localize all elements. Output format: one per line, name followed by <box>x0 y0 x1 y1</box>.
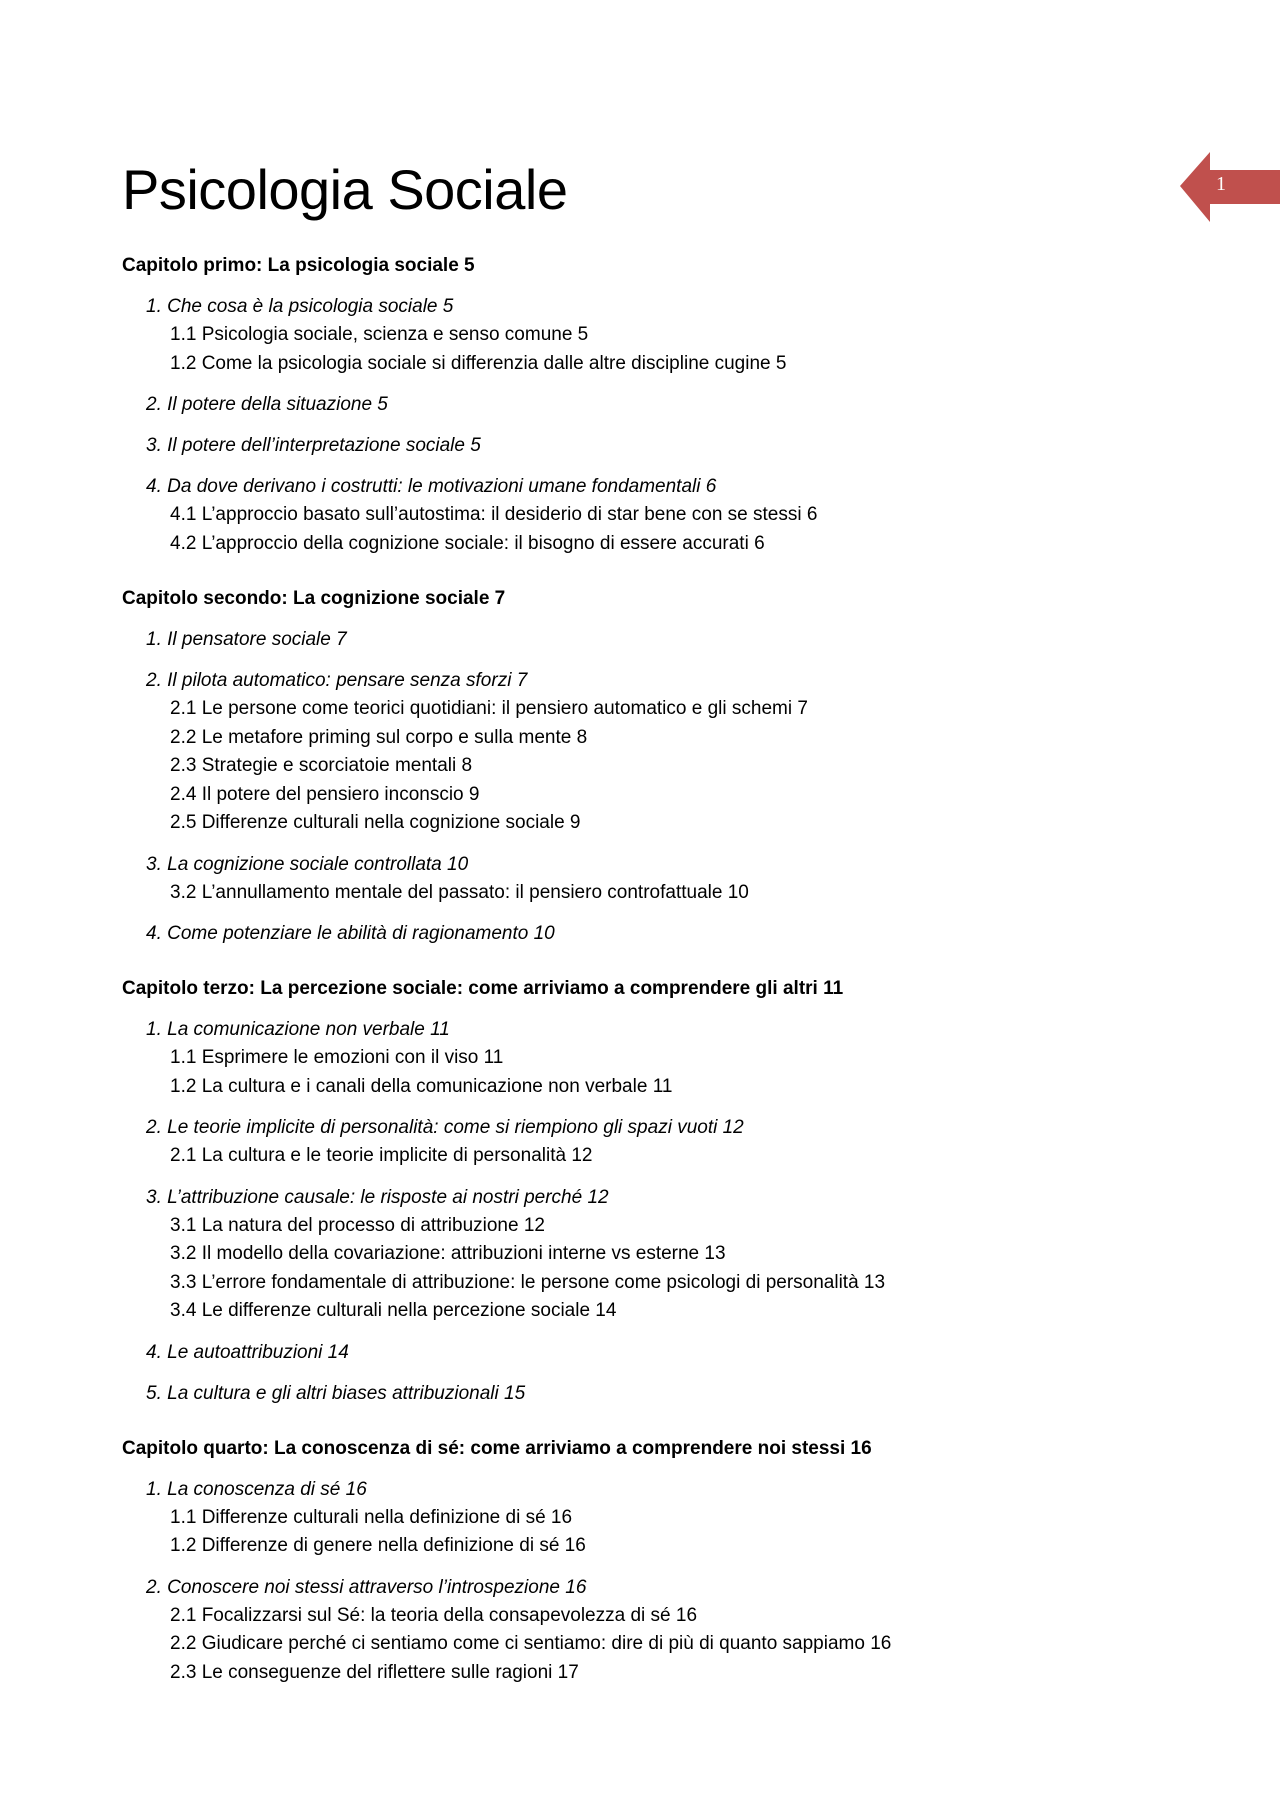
toc-subsection: 4.2 L’approccio della cognizione sociale: il bisogno di essere accurati 6 <box>170 532 765 554</box>
toc-chapter-heading: Capitolo terzo: La percezione sociale: come arriviamo a comprendere gli altri 11 <box>122 978 844 999</box>
table-of-contents <box>122 252 1202 1687</box>
toc-subsection: 3.2 Il modello della covariazione: attribuzioni interne vs esterne 13 <box>170 1243 726 1264</box>
toc-subsection: 2.1 La cultura e le teorie implicite di personalità 12 <box>170 1145 593 1166</box>
toc-section: 2. Il potere della situazione 5 <box>146 394 388 415</box>
toc-section: 1. Che cosa è la psicologia sociale 5 <box>146 296 454 317</box>
toc-section: 3. L’attribuzione causale: le risposte ai nostri perché 12 <box>146 1186 609 1208</box>
toc-subsection: 2.2 Le metafore priming sul corpo e sulla mente 8 <box>170 726 588 748</box>
toc-subsection: 4.1 L’approccio basato sull’autostima: il desiderio di star bene con se stessi 6 <box>170 504 818 525</box>
toc-section: 5. La cultura e gli altri biases attribuzionali 15 <box>146 1382 526 1404</box>
toc-subsection: 1.2 Come la psicologia sociale si differenzia dalle altre discipline cugine 5 <box>170 352 787 374</box>
toc-section: 2. Le teorie implicite di personalità: come si riempiono gli spazi vuoti 12 <box>146 1117 744 1138</box>
toc-section: 3. Il potere dell’interpretazione sociale 5 <box>146 435 481 456</box>
toc-subsection: 1.2 Differenze di genere nella definizione di sé 16 <box>170 1535 586 1556</box>
toc-subsection: 2.5 Differenze culturali nella cognizione sociale 9 <box>170 812 581 833</box>
toc-subsection: 1.1 Differenze culturali nella definizione di sé 16 <box>170 1506 573 1528</box>
toc-subsection: 2.4 Il potere del pensiero inconscio 9 <box>170 783 480 805</box>
toc-subsection: 2.3 Strategie e scorciatoie mentali 8 <box>170 755 473 776</box>
toc-subsection: 3.2 L’annullamento mentale del passato: il pensiero controfattuale 10 <box>170 881 749 903</box>
toc-section: 1. Il pensatore sociale 7 <box>146 629 347 650</box>
page-title: Psicologia Sociale <box>122 158 568 221</box>
toc-section: 4. Come potenziare le abilità di ragionamento 10 <box>146 923 555 944</box>
toc-chapter-heading: Capitolo primo: La psicologia sociale 5 <box>122 255 475 276</box>
toc-subsection: 2.1 Le persone come teorici quotidiani: il pensiero automatico e gli schemi 7 <box>170 698 808 719</box>
page-number: 1 <box>1216 173 1226 195</box>
toc-subsection: 1.2 La cultura e i canali della comunicazione non verbale 11 <box>170 1075 673 1097</box>
toc-section: 1. La comunicazione non verbale 11 <box>146 1019 450 1040</box>
toc-subsection: 2.1 Focalizzarsi sul Sé: la teoria della consapevolezza di sé 16 <box>170 1604 698 1626</box>
toc-chapter-heading: Capitolo quarto: La conoscenza di sé: come arriviamo a comprendere noi stessi 16 <box>122 1437 872 1459</box>
toc-subsection: 3.1 La natura del processo di attribuzione 12 <box>170 1214 545 1236</box>
toc-section: 3. La cognizione sociale controllata 10 <box>146 853 469 875</box>
toc-subsection: 3.3 L’errore fondamentale di attribuzione: le persone come psicologi di personalità 13 <box>170 1271 886 1293</box>
toc-subsection: 1.1 Esprimere le emozioni con il viso 11 <box>170 1047 504 1068</box>
toc-section: 4. Le autoattribuzioni 14 <box>146 1341 349 1363</box>
toc-subsection: 2.3 Le conseguenze del riflettere sulle ragioni 17 <box>170 1661 579 1683</box>
toc-chapter-heading: Capitolo secondo: La cognizione sociale 7 <box>122 588 506 609</box>
toc-subsection: 1.1 Psicologia sociale, scienza e senso comune 5 <box>170 324 589 345</box>
toc-section: 2. Il pilota automatico: pensare senza sforzi 7 <box>146 670 528 691</box>
toc-section: 2. Conoscere noi stessi attraverso l’introspezione 16 <box>146 1576 587 1598</box>
toc-subsection: 2.2 Giudicare perché ci sentiamo come ci sentiamo: dire di più di quanto sappiamo 16 <box>170 1633 892 1654</box>
toc-section: 4. Da dove derivano i costrutti: le motivazioni umane fondamentali 6 <box>146 476 717 497</box>
toc-section: 1. La conoscenza di sé 16 <box>146 1478 367 1500</box>
toc-subsection: 3.4 Le differenze culturali nella percezione sociale 14 <box>170 1300 617 1321</box>
